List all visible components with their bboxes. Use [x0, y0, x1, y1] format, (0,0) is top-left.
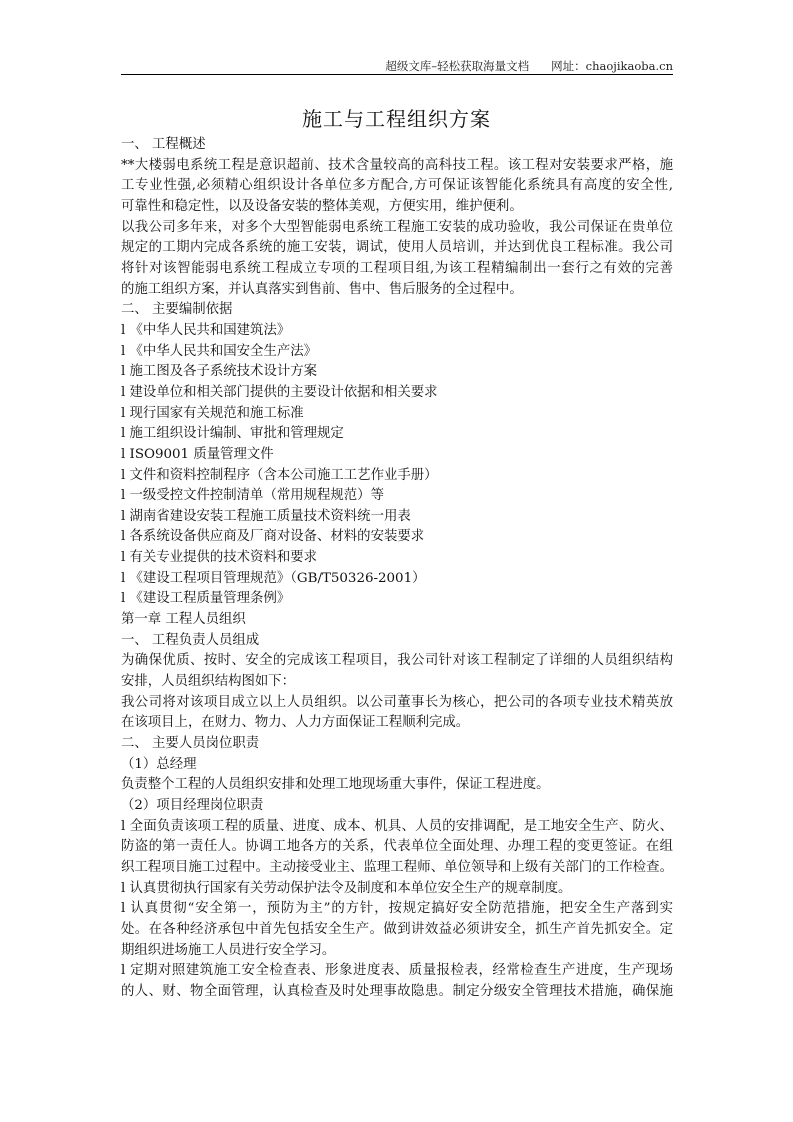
- text-line: （2）项目经理岗位职责: [121, 798, 264, 813]
- text-line: l 《建设工程项目管理规范》（GB/T50326-2001）: [121, 570, 426, 586]
- text-line: l 定期对照建筑施工安全检查表、形象进度表、质量报检表，经常检查生产进度，生产现场: [121, 963, 673, 979]
- text-line: **大楼弱电系统工程是意识超前、技术含量较高的高科技工程。该工程对安装要求严格，施: [121, 157, 673, 173]
- text-line: 负责整个工程的人员组织安排和处理工地现场重大事件，保证工程进度。: [121, 777, 550, 793]
- text-line: l 一级受控文件控制清单（常用规程规范）等: [121, 488, 384, 504]
- text-line: 可靠性和稳定性，以及设备安装的整体美观，方便实用，维护便利。: [121, 198, 523, 214]
- text-line: l 施工图及各子系统技术设计方案: [121, 364, 318, 380]
- text-line: 处。在各种经济承包中首先包括安全生产。做到讲效益必须讲安全，抓生产首先抓安全。定: [121, 921, 673, 937]
- text-line: 一、 工程负责人员组成: [121, 632, 260, 648]
- text-line: （1）总经理: [121, 756, 197, 772]
- text-line: 第一章 工程人员组织: [121, 612, 246, 628]
- header-brand: 超级文库–轻松获取海量文档: [385, 59, 530, 73]
- text-line: l 认真贯彻“安全第一，预防为主”的方针，按规定搞好安全防范措施，把安全生产落到实: [121, 901, 673, 917]
- text-line: l 《建设工程质量管理条例》: [121, 591, 291, 607]
- text-line: 织工程项目施工过程中。主动接受业主、监理工程师、单位领导和上级有关部门的工作检查。: [121, 859, 673, 875]
- text-line: l 认真贯彻执行国家有关劳动保护法令及制度和本单位安全生产的规章制度。: [121, 880, 572, 896]
- header-site: 网址：chaojikaoba.cn: [551, 59, 673, 73]
- document-body: [121, 135, 673, 1003]
- text-line: l 文件和资料控制程序（含本公司施工工艺作业手册）: [121, 467, 438, 483]
- text-line: l 湖南省建设安装工程施工质量技术资料统一用表: [121, 508, 411, 524]
- text-line: l 现行国家有关规范和施工标准: [121, 405, 304, 421]
- text-line: 期组织进场施工人员进行安全学习。: [121, 942, 336, 958]
- text-line: 将针对该智能弱电系统工程成立专项的工程项目组,为该工程精编制出一套行之有效的完善: [121, 260, 673, 276]
- text-line: l 施工组织设计编制、审批和管理规定: [121, 426, 344, 442]
- text-line: 为确保优质、按时、安全的完成该工程项目，我公司针对该工程制定了详细的人员组织结构: [121, 653, 673, 669]
- text-line: 二、 主要人员岗位职责: [121, 736, 260, 752]
- text-line: 我公司将对该项目成立以上人员组织。以公司董事长为核心，把公司的各项专业技术精英放: [121, 694, 673, 710]
- text-line: l 有关专业提供的技术资料和要求: [121, 550, 318, 566]
- text-line: 规定的工期内完成各系统的施工安装，调试，使用人员培训，并达到优良工程标准。我公司: [121, 240, 673, 256]
- text-line: 以我公司多年来，对多个大型智能弱电系统工程施工安装的成功验收，我公司保证在贵单位: [121, 219, 673, 235]
- text-line: l 《中华人民共和国建筑法》: [121, 322, 291, 338]
- document-title: 施工与工程组织方案: [302, 107, 491, 131]
- text-line: 的人、财、物全面管理，认真检查及时处理事故隐患。制定分级安全管理技术措施，确保施: [121, 983, 673, 999]
- text-line: 工专业性强,必须精心组织设计各单位多方配合,方可保证该智能化系统具有高度的安全性,: [121, 178, 673, 194]
- page-header: [385, 58, 673, 74]
- text-line: l 各系统设备供应商及厂商对设备、材料的安装要求: [121, 529, 425, 545]
- text-line: 二、 主要编制依据: [121, 302, 233, 318]
- header-rule: [121, 74, 673, 75]
- text-line: l 建设单位和相关部门提供的主要设计依据和相关要求: [121, 384, 438, 400]
- text-line: 的施工组织方案，并认真落实到售前、售中、售后服务的全过程中。: [121, 281, 523, 297]
- text-line: 安排，人员组织结构图如下：: [121, 674, 296, 690]
- text-line: l 全面负责该项工程的质量、进度、成本、机具、人员的安排调配，是工地安全生产、防火、: [121, 818, 673, 834]
- text-line: l ISO9001 质量管理文件: [121, 446, 274, 462]
- text-line: l 《中华人民共和国安全生产法》: [121, 343, 318, 359]
- text-line: 在该项目上，在财力、物力、人力方面保证工程顺利完成。: [121, 715, 470, 731]
- text-line: 防盗的第一责任人。协调工地各方的关系，代表单位全面处理、办理工程的变更签证。在组: [121, 839, 673, 855]
- text-line: 一、 工程概述: [121, 137, 206, 152]
